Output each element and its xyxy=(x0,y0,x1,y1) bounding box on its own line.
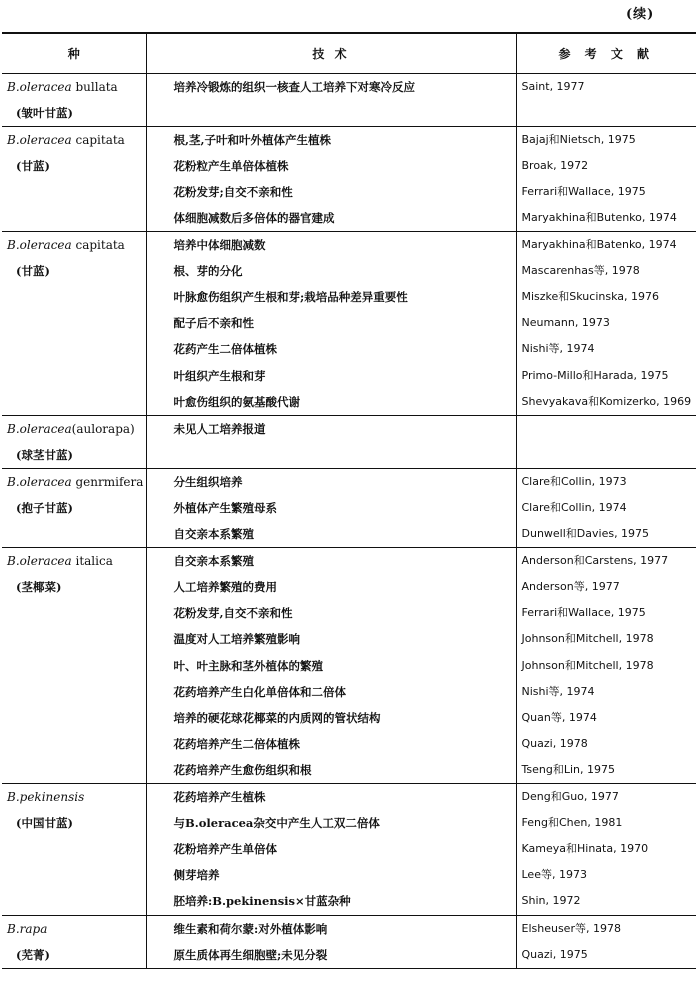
technique-item: 叶、叶主脉和茎外植体的繁殖 xyxy=(173,658,323,673)
reference-item: Elsheuser等, 1978 xyxy=(521,921,621,935)
species-common-name: (芜菁) xyxy=(16,947,50,962)
technique-cell xyxy=(146,468,516,547)
reference-item: Mascarenhas等, 1978 xyxy=(521,264,640,278)
technique-item: 自交亲本系繁殖 xyxy=(173,554,254,569)
reference-item: Shevyakava和Komizerko, 1969 xyxy=(521,394,692,408)
technique-item: 根、芽的分化 xyxy=(173,264,243,279)
species-epithet-part: capitata xyxy=(71,132,125,147)
species-scientific-name xyxy=(2,74,146,100)
reference-item: Anderson和Carstens, 1977 xyxy=(521,554,669,568)
species-epithet-part: genrmifera xyxy=(71,474,144,489)
technique-item: 培养中体细胞减数 xyxy=(173,238,266,253)
species-common-name: (抱子甘蓝) xyxy=(16,501,73,515)
species-cell xyxy=(2,126,146,231)
species-group xyxy=(2,468,696,547)
technique-item: 维生素和荷尔蒙:对外植体影响 xyxy=(173,921,328,936)
table-row xyxy=(2,126,696,231)
species-common-name: (茎椰菜) xyxy=(16,580,62,595)
reference-item: Maryakhina和Batenko, 1974 xyxy=(521,238,677,252)
species-cell xyxy=(2,915,146,968)
reference-cell xyxy=(516,73,696,126)
species-common-name: (甘蓝) xyxy=(16,264,50,279)
table-row xyxy=(2,415,696,468)
technique-item: 侧芽培养 xyxy=(173,868,220,883)
technique-item: 花药培养产生白化单倍体和二倍体 xyxy=(173,684,346,699)
species-common-name: (甘蓝) xyxy=(16,158,50,173)
species-genus-part: B.oleracea xyxy=(7,554,72,569)
species-scientific-name xyxy=(2,548,146,574)
technique-item: 未见人工培养报道 xyxy=(173,421,266,436)
technique-item: 培养的硬花球花椰菜的内质网的管状结构 xyxy=(173,710,381,725)
species-group xyxy=(2,73,696,126)
species-cell xyxy=(2,784,146,915)
species-genus-part: B.oleracea xyxy=(7,474,72,489)
reference-item: Quazi, 1978 xyxy=(521,736,588,750)
technique-item: 花粉发芽,自交不亲和性 xyxy=(173,606,293,621)
species-cell xyxy=(2,415,146,468)
species-scientific-name xyxy=(2,127,146,153)
species-genus-part: B.rapa xyxy=(7,921,48,936)
technique-item: 花药培养产生植株 xyxy=(173,790,266,805)
species-common-name: (皱叶甘蓝) xyxy=(16,105,73,120)
technique-cell xyxy=(146,548,516,784)
reference-cell xyxy=(516,468,696,547)
reference-item: Clare和Collin, 1974 xyxy=(521,501,627,514)
header-reference: 参 考 文 献 xyxy=(516,33,696,73)
species-genus-part: B.oleracea xyxy=(7,79,72,94)
species-common-name: (球茎甘蓝) xyxy=(16,447,73,462)
technique-cell xyxy=(146,232,516,416)
technique-item: 花药培养产生二倍体植株 xyxy=(173,736,300,751)
species-genus-part: B.pekinensis xyxy=(7,790,85,805)
species-cell xyxy=(2,232,146,416)
reference-cell xyxy=(516,126,696,231)
species-scientific-name xyxy=(2,469,146,495)
reference-item: Dunwell和Davies, 1975 xyxy=(521,527,650,541)
technique-item: 叶组织产生根和芽 xyxy=(173,368,266,383)
species-scientific-name xyxy=(2,416,146,442)
species-group xyxy=(2,232,696,416)
species-scientific-name xyxy=(2,232,146,258)
reference-item: Saint, 1977 xyxy=(521,79,585,93)
reference-item: Johnson和Mitchell, 1978 xyxy=(521,632,654,646)
technique-cell xyxy=(146,415,516,468)
reference-cell xyxy=(516,415,696,468)
species-epithet-part: italica xyxy=(71,554,113,569)
reference-item: Tseng和Lin, 1975 xyxy=(521,762,615,776)
reference-cell xyxy=(516,548,696,784)
reference-item: Maryakhina和Butenko, 1974 xyxy=(521,210,677,224)
reference-item: Lee等, 1973 xyxy=(521,868,587,882)
technique-item: 花粉发芽;自交不亲和性 xyxy=(173,184,293,199)
reference-item: Shin, 1972 xyxy=(521,894,581,908)
reference-cell xyxy=(516,232,696,416)
technique-item: 叶愈伤组织的氨基酸代谢 xyxy=(173,394,300,409)
reference-cell xyxy=(516,915,696,968)
reference-cell xyxy=(516,784,696,915)
species-epithet-part: bullata xyxy=(71,79,118,94)
species-scientific-name xyxy=(2,784,146,810)
reference-item: Clare和Collin, 1973 xyxy=(521,474,627,488)
technique-item: 配子后不亲和性 xyxy=(173,316,254,331)
technique-item: 培养冷锻炼的组织一核查人工培养下对寒冷反应 xyxy=(173,79,415,94)
reference-item: Ferrari和Wallace, 1975 xyxy=(521,184,646,198)
continued-label: (续) xyxy=(626,7,655,22)
technique-item: 自交亲本系繁殖 xyxy=(173,527,254,542)
species-genus-part: B.oleracea xyxy=(7,132,72,147)
table-header-row xyxy=(2,33,696,73)
technique-item: 花药培养产生愈伤组织和根 xyxy=(173,762,312,777)
reference-item: Quazi, 1975 xyxy=(521,947,588,961)
reference-item: Kameya和Hinata, 1970 xyxy=(521,842,649,856)
technique-cell xyxy=(146,126,516,231)
reference-item: Broak, 1972 xyxy=(521,158,589,172)
reference-item: Anderson等, 1977 xyxy=(521,580,620,594)
table-row xyxy=(2,232,696,416)
reference-item: Deng和Guo, 1977 xyxy=(521,790,619,804)
species-cell xyxy=(2,73,146,126)
species-genus-part: B.oleracea xyxy=(7,421,72,436)
technique-item: 人工培养繁殖的费用 xyxy=(173,580,277,595)
species-genus-part: B.oleracea xyxy=(7,238,72,253)
table-row xyxy=(2,468,696,547)
technique-item: 花粉培养产生单倍体 xyxy=(173,842,277,857)
table-row xyxy=(2,73,696,126)
reference-item: Feng和Chen, 1981 xyxy=(521,816,623,830)
technique-cell xyxy=(146,784,516,915)
table-row xyxy=(2,784,696,915)
reference-item: Neumann, 1973 xyxy=(521,316,610,330)
reference-item: Ferrari和Wallace, 1975 xyxy=(521,606,646,620)
technique-item: 体细胞减数后多倍体的器官建成 xyxy=(173,210,335,225)
technique-cell xyxy=(146,915,516,968)
reference-item: Nishi等, 1974 xyxy=(521,684,595,698)
species-group xyxy=(2,548,696,784)
reference-item: Primo-Millo和Harada, 1975 xyxy=(521,368,669,382)
species-cell xyxy=(2,468,146,547)
technique-item: 分生组织培养 xyxy=(173,474,243,489)
header-species: 种 xyxy=(2,33,146,73)
reference-item: Quan等, 1974 xyxy=(521,710,597,724)
reference-item: Johnson和Mitchell, 1978 xyxy=(521,658,654,672)
technique-item: 花药产生二倍体植株 xyxy=(173,342,277,357)
species-epithet-part: capitata xyxy=(71,238,125,253)
species-cell xyxy=(2,548,146,784)
species-group xyxy=(2,784,696,915)
reference-item: Miszke和Skucinska, 1976 xyxy=(521,290,659,304)
technique-item: 外植体产生繁殖母系 xyxy=(173,501,277,515)
technique-item: 根,茎,子叶和叶外植体产生植株 xyxy=(173,132,332,147)
species-scientific-name xyxy=(2,916,146,942)
header-technique: 技 术 xyxy=(146,33,516,73)
empty-line xyxy=(147,442,516,468)
species-group xyxy=(2,126,696,231)
reference-item: Bajaj和Nietsch, 1975 xyxy=(521,132,636,146)
technique-item: 叶脉愈伤组织产生根和芽;栽培品种差异重要性 xyxy=(173,290,408,305)
technique-item: 原生质体再生细胞壁;未见分裂 xyxy=(173,947,328,962)
table-row xyxy=(2,548,696,784)
empty-line xyxy=(147,100,516,126)
technique-cell xyxy=(146,73,516,126)
species-group xyxy=(2,915,696,968)
technique-item: 花粉粒产生单倍体植株 xyxy=(173,158,289,173)
species-epithet-part: (aulorapa) xyxy=(71,421,135,436)
table-row xyxy=(2,915,696,968)
tissue-culture-table xyxy=(2,32,696,969)
technique-item: 胚培养:B.pekinensis×甘蓝杂种 xyxy=(173,894,351,909)
technique-item: 与B.oleracea杂交中产生人工双二倍体 xyxy=(173,816,380,831)
species-common-name: (中国甘蓝) xyxy=(16,816,73,831)
reference-item: Nishi等, 1974 xyxy=(521,342,595,356)
technique-item: 温度对人工培养繁殖影响 xyxy=(173,632,300,647)
species-group xyxy=(2,415,696,468)
